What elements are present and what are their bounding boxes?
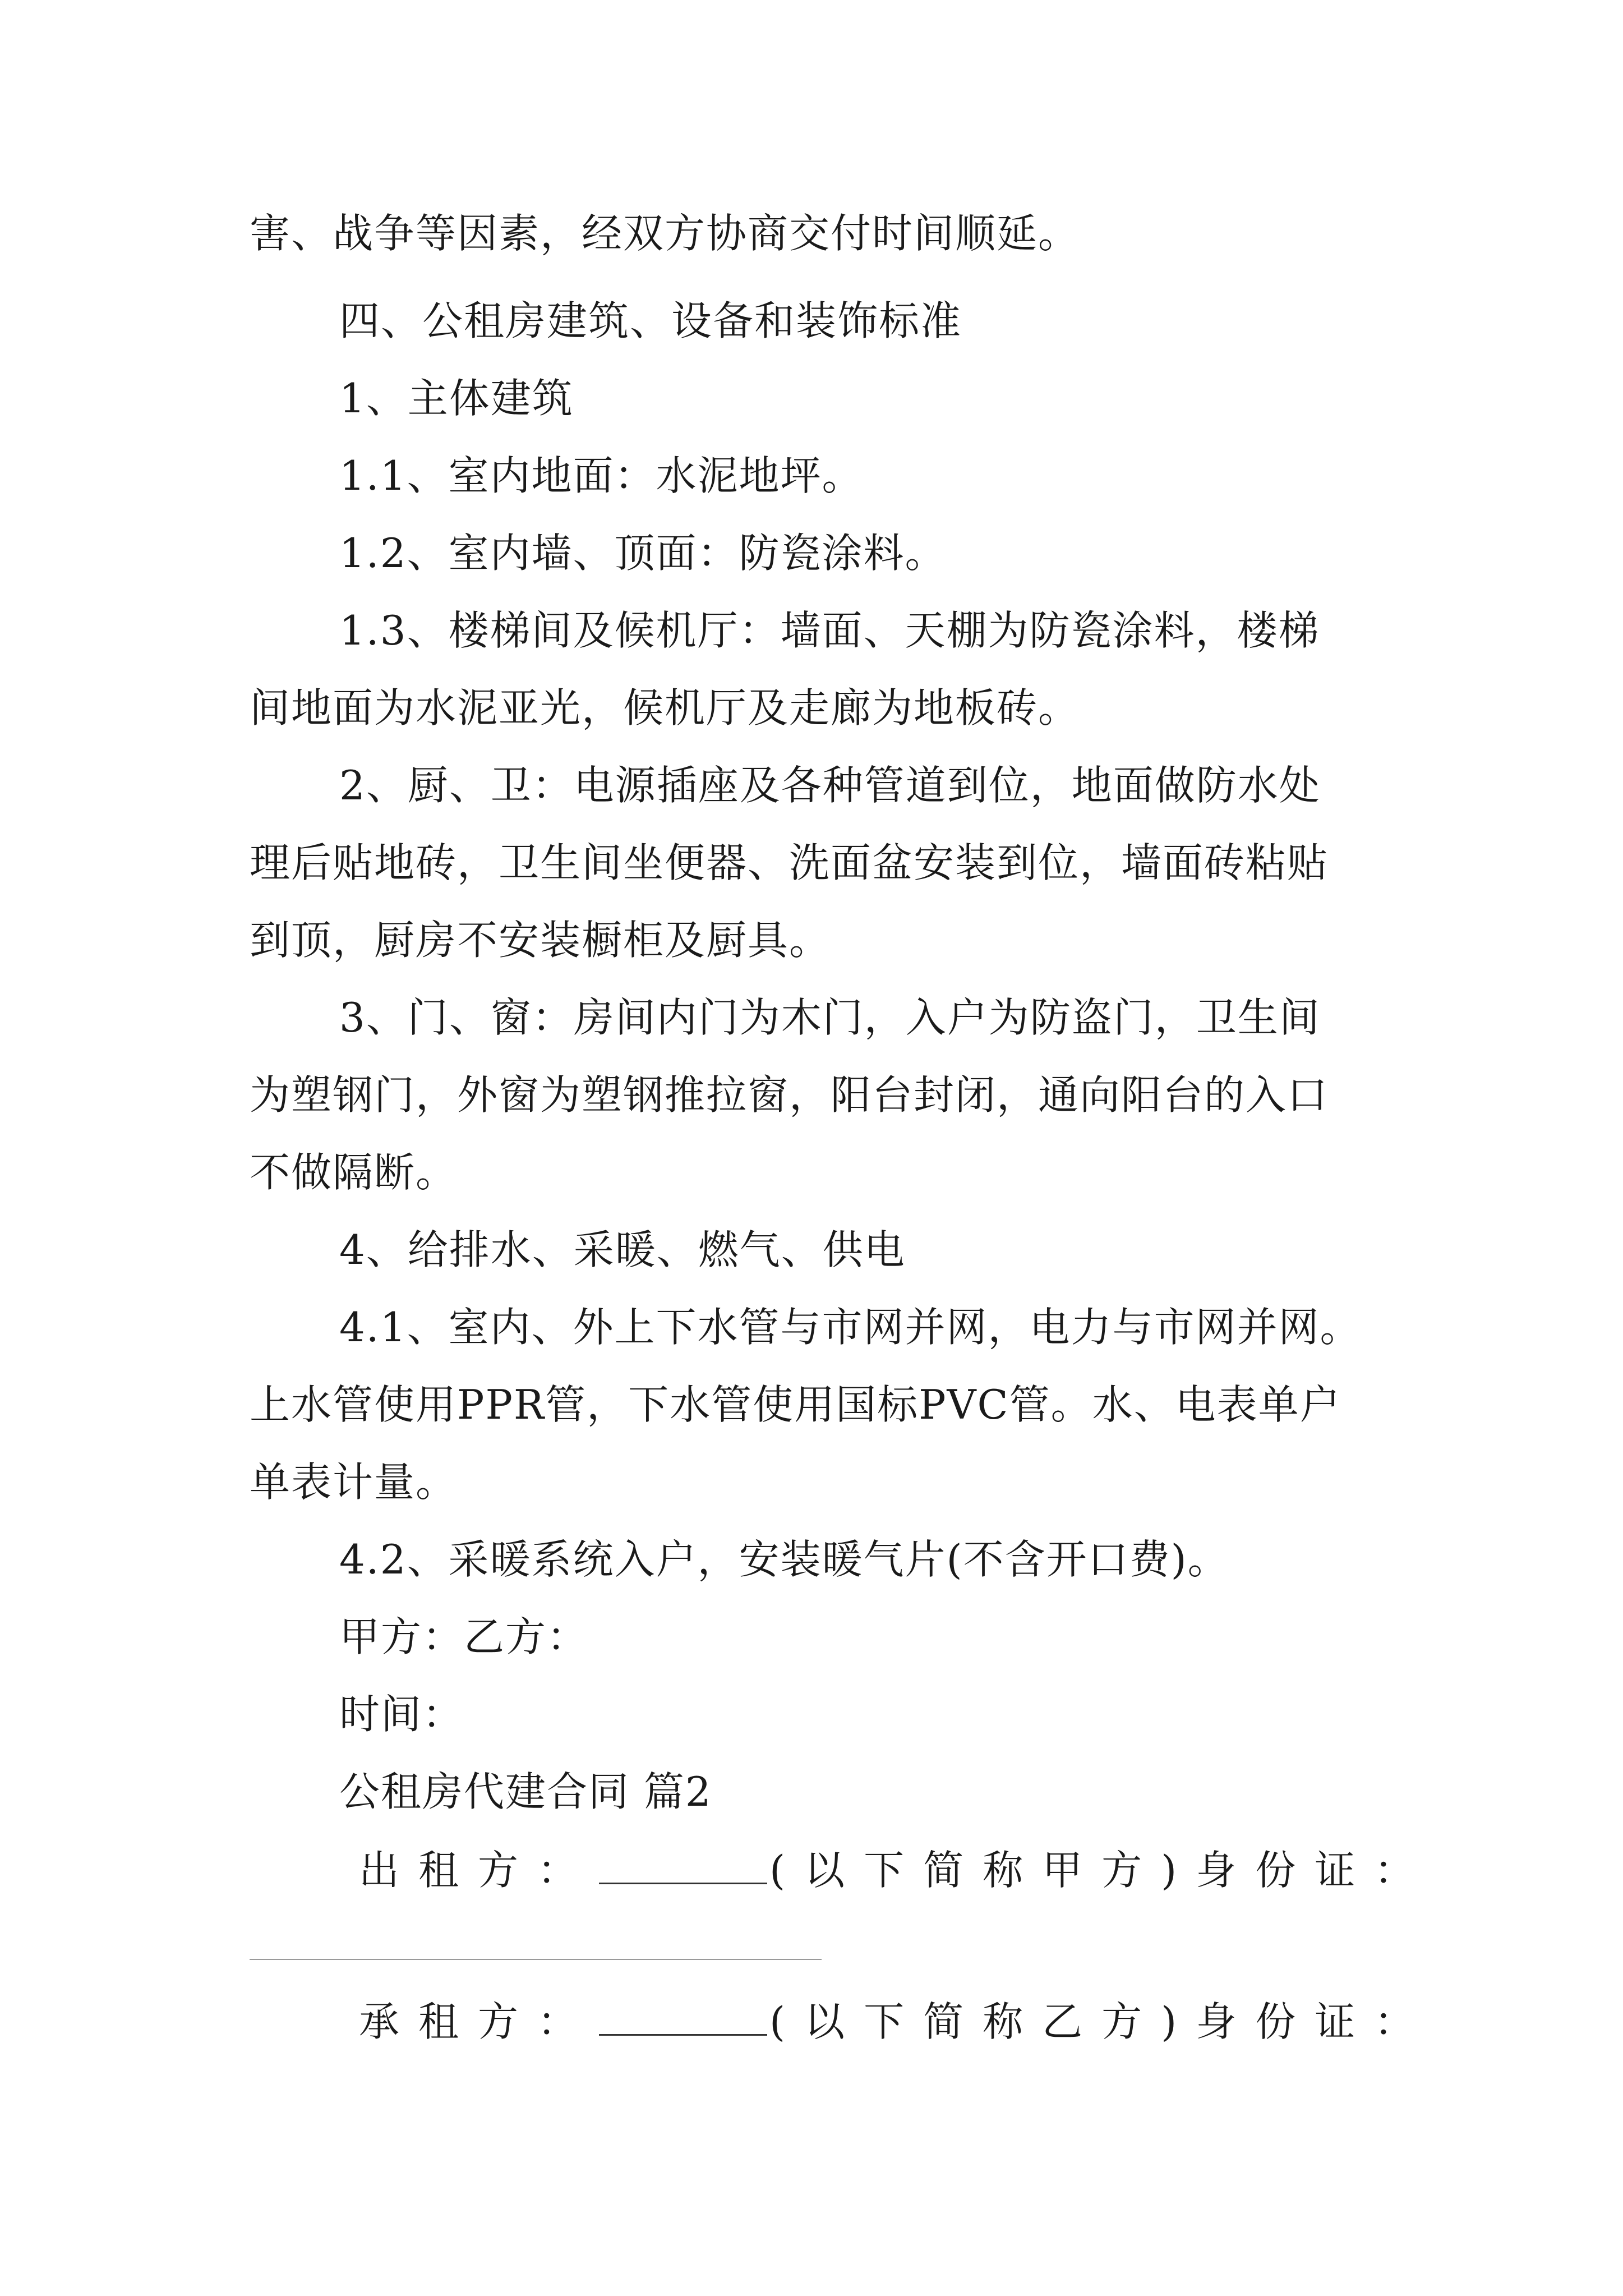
text-line: 4.1、室内、外上下水管与市网并网，电力与市网并网。 bbox=[339, 1304, 1362, 1351]
id-number-blank-line bbox=[250, 1959, 822, 1960]
lessor-line bbox=[359, 1843, 1433, 1897]
lessor-suffix: (以下简称甲方)身份证： bbox=[769, 1847, 1434, 1894]
text-line: 1.1、室内地面：水泥地坪。 bbox=[339, 452, 864, 499]
lessee-name-blank bbox=[599, 2000, 767, 2036]
signature-line: 甲方：乙方： bbox=[339, 1613, 589, 1660]
document-title: 公租房代建合同 篇2 bbox=[339, 1768, 712, 1815]
section-heading: 四、公租房建筑、设备和装饰标准 bbox=[339, 297, 962, 344]
text-line: 害、战争等因素，经双方协商交付时间顺延。 bbox=[250, 210, 1080, 257]
text-line: 理后贴地砖，卫生间坐便器、洗面盆安装到位，墙面砖粘贴 bbox=[250, 839, 1329, 886]
lessee-label: 承租方： bbox=[359, 1998, 597, 2045]
text-line: 1.3、楼梯间及候机厅：墙面、天棚为防瓷涂料，楼梯 bbox=[339, 607, 1320, 654]
date-line: 时间： bbox=[339, 1691, 464, 1738]
lessor-name-blank bbox=[599, 1849, 767, 1884]
text-line: 1.2、室内墙、顶面：防瓷涂料。 bbox=[339, 530, 947, 577]
text-line: 到顶，厨房不安装橱柜及厨具。 bbox=[250, 917, 831, 964]
lessor-label: 出租方： bbox=[359, 1847, 597, 1894]
text-line: 间地面为水泥亚光，候机厅及走廊为地板砖。 bbox=[250, 684, 1080, 731]
lessee-suffix: (以下简称乙方)身份证： bbox=[769, 1998, 1434, 2045]
text-line: 2、厨、卫：电源插座及各种管道到位，地面做防水处 bbox=[339, 762, 1321, 809]
text-line: 为塑钢门，外窗为塑钢推拉窗，阳台封闭，通向阳台的入口 bbox=[250, 1071, 1329, 1119]
text-line: 4.2、采暖系统入户，安装暖气片(不含开口费)。 bbox=[339, 1536, 1229, 1583]
text-line: 单表计量。 bbox=[250, 1458, 458, 1506]
text-line: 不做隔断。 bbox=[250, 1149, 458, 1196]
subsection-heading: 1、主体建筑 bbox=[339, 375, 574, 422]
subsection-heading: 4、给排水、采暖、燃气、供电 bbox=[339, 1226, 906, 1273]
text-line: 3、门、窗：房间内门为木门，入户为防盗门，卫生间 bbox=[339, 994, 1321, 1041]
lessee-line bbox=[359, 1995, 1433, 2049]
text-line: 上水管使用PPR管，下水管使用国标PVC管。水、电表单户 bbox=[250, 1381, 1341, 1428]
